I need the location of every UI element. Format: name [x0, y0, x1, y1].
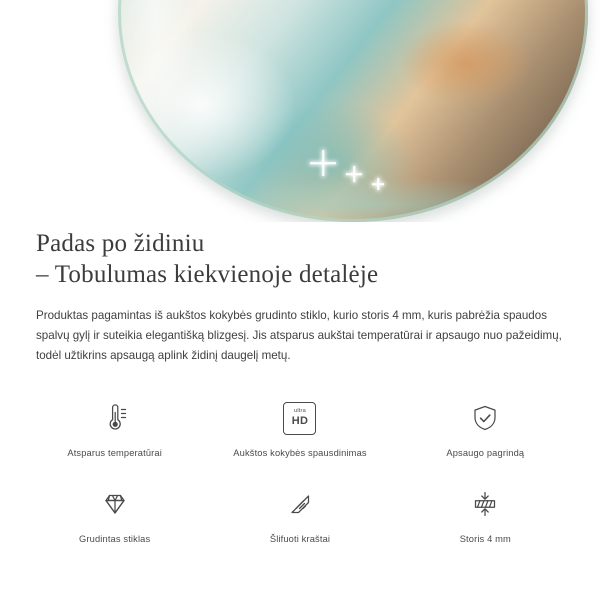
- feature-label: Atsparus temperatūrai: [67, 448, 162, 458]
- thickness-arrows-icon: [465, 482, 505, 526]
- feature-label: Storis 4 mm: [459, 534, 511, 544]
- product-description-paragraph: Produktas pagamintas iš aukštos kokybės grudinto stiklo, kurio storis 4 mm, kuris pabrėžia spaudos spalvų gylį ir suteikia elegantišką blizgesį. Jis atsparus aukštai temperatūrai ir apsaugo nuo pažeidimų, todėl užtikrins apsaugą aplink židinį daugelį metų.: [36, 309, 562, 362]
- diamond-icon: [95, 482, 135, 526]
- shield-check-icon: [465, 396, 505, 440]
- feature-item-polished-edges: [207, 482, 392, 562]
- feature-item-print-quality: [207, 396, 392, 476]
- polished-edges-icon: [280, 482, 320, 526]
- feature-label: Apsaugo pagrindą: [446, 448, 525, 458]
- feature-item-tempered-glass: [22, 482, 207, 562]
- feature-label: Aukštos kokybės spausdinimas: [233, 448, 367, 458]
- badge-bottom-text: HD: [291, 414, 309, 427]
- thermometer-icon: [95, 396, 135, 440]
- hero-image-area: [0, 0, 600, 222]
- badge-top-text: ultra: [294, 408, 306, 415]
- feature-item-surface-protection: [393, 396, 578, 476]
- feature-grid: [22, 396, 578, 562]
- page-title-line-1: Padas po židiniu: [36, 230, 205, 257]
- feature-item-temperature-resistant: [22, 396, 207, 476]
- text-content-block: [36, 228, 570, 366]
- feature-label: Šlifuoti kraštai: [269, 534, 331, 544]
- page-title: [36, 228, 570, 290]
- round-marble-glass-hearth-pad-image: [118, 0, 588, 222]
- ultra-hd-badge-icon: [283, 396, 316, 440]
- page-title-line-2: – Tobulumas kiekvienoje detalėje: [36, 261, 379, 288]
- feature-item-thickness: [393, 482, 578, 562]
- feature-label: Grudintas stiklas: [79, 534, 151, 544]
